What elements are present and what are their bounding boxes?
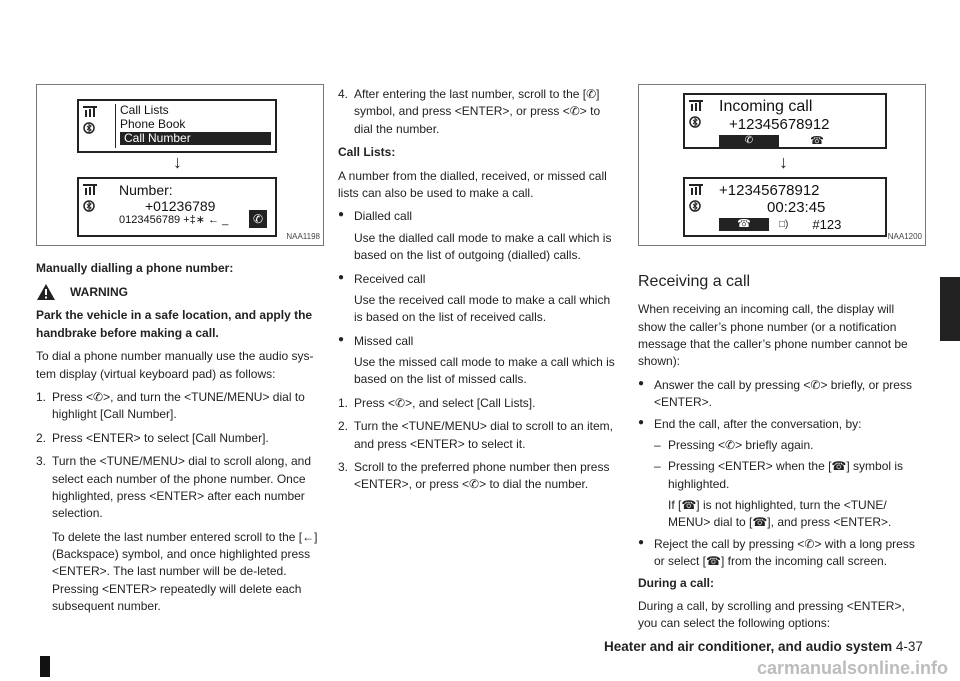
dtmf-value: #123 <box>812 216 842 232</box>
phone-status-icons <box>689 99 713 134</box>
end-call-icon: ☎ <box>719 218 769 231</box>
number-value: +01236789 <box>145 198 216 215</box>
dash-item-2 <box>638 458 924 493</box>
section-tab <box>940 277 960 341</box>
dash-mark: – <box>654 459 661 474</box>
signal-icon <box>689 184 703 195</box>
step-1 <box>36 389 322 424</box>
step-text: After entering the last number, scroll to the [✆] symbol, and press <ENTER>, or press <✆> to dial the number. <box>354 87 601 136</box>
number-entry-screen <box>77 177 277 237</box>
footer-section: Heater and air conditioner, and audio system <box>604 639 893 654</box>
step-4 <box>338 86 622 138</box>
warning-label: WARNING <box>70 284 128 299</box>
manual-dial-heading: Manually dialling a phone number: <box>36 261 234 275</box>
caller-number: +12345678912 <box>729 116 830 134</box>
figure-call-display <box>638 84 926 246</box>
left-text <box>36 260 322 622</box>
bullet-dialled: ● Dialled call <box>338 208 622 225</box>
step-3 <box>36 453 322 523</box>
step-text: Press <✆>, and turn the <TUNE/MENU> dial to highlight [Call Number]. <box>52 389 305 422</box>
incoming-call-screen <box>683 93 887 149</box>
menu-item-call-number: Call Number <box>120 132 271 146</box>
mute-icon: □) <box>779 218 789 230</box>
page-footer <box>604 637 923 657</box>
step-text: Scroll to the preferred phone number then press <ENTER>, or press <✆> to dial the number. <box>354 460 610 492</box>
step-number: 1. <box>36 389 47 404</box>
bullet-missed: ● Missed call <box>338 333 622 350</box>
bullet-received: ● Received call <box>338 271 622 288</box>
incoming-call-label: Incoming call <box>719 98 813 115</box>
active-call-content <box>715 182 881 232</box>
warning-block <box>36 283 322 301</box>
list-step-2 <box>338 418 622 453</box>
figure-dialing-display <box>36 84 324 246</box>
page-number: 4-37 <box>895 639 923 654</box>
step-text: Turn the <TUNE/MENU> dial to scroll along, and select each number of the phone number. Once highlighted, press <ENTER> after each number selection. <box>52 454 312 521</box>
dash-mark: – <box>654 437 661 452</box>
signal-icon <box>689 100 703 111</box>
step-text: Turn the <TUNE/MENU> dial to scroll to an item, and press <ENTER> to select it. <box>354 419 613 451</box>
active-call-number: +12345678912 <box>719 182 820 199</box>
dash-text: Pressing <ENTER> when the [☎] symbol is highlighted. <box>668 459 904 491</box>
incoming-call-content <box>715 98 881 147</box>
incoming-call-actions <box>719 135 881 147</box>
step-3-extra: To delete the last number entered scroll to the [←] (Backspace) symbol, and once highlighted press <ENTER>. The last number will be de-leted. Pressing <ENTER> repeatedly will delete each subsequent number. <box>52 529 318 614</box>
list-step-3 <box>338 459 622 494</box>
intro-text: To dial a phone number manually use the audio sys-tem display (virtual keyboard pad) as follows: <box>36 349 314 381</box>
step-text: Press <ENTER> to select [Call Number]. <box>52 430 269 445</box>
figure-id: NAA1200 <box>887 232 922 242</box>
call-lists-text: A number from the dialled, received, or missed call lists can also be used to make a call. <box>338 168 607 200</box>
bluetooth-icon <box>83 122 95 134</box>
signal-icon <box>83 184 97 195</box>
menu-item-phone-book: Phone Book <box>120 116 186 131</box>
signal-icon <box>83 106 97 117</box>
step-number: 3. <box>36 454 47 469</box>
receiving-intro: When receiving an incoming call, the display will show the caller’s phone number (or a notification message that the caller’s phone number cannot be shown): <box>638 302 908 369</box>
bluetooth-icon <box>83 200 95 212</box>
end-call-icon: ☎ <box>810 134 824 147</box>
bullet-end-call: ● End the call, after the conversation, by: <box>638 416 924 433</box>
phone-status-icons <box>689 183 713 218</box>
bullet-missed-text: Use the missed call mode to make a call which is based on the list of missed calls. <box>354 355 615 387</box>
bluetooth-icon <box>689 116 701 128</box>
number-entry <box>115 182 271 232</box>
active-call-actions <box>719 218 881 233</box>
corner-mark <box>40 656 50 677</box>
phone-status-icons <box>83 105 107 140</box>
step-number: 2. <box>338 419 349 434</box>
during-call-heading: During a call: <box>638 575 715 590</box>
arrow-down-icon: ↓ <box>779 152 788 172</box>
receiving-call-title: Receiving a call <box>638 273 751 290</box>
menu-list <box>115 104 271 148</box>
watermark: carmanualsonline.info <box>757 658 949 678</box>
dash-item-1 <box>638 437 924 454</box>
arrow-down-icon: ↓ <box>173 152 182 172</box>
dial-key-icon: ✆ <box>249 210 267 228</box>
phone-status-icons <box>83 183 107 218</box>
bullet-received-text: Use the received call mode to make a call which is based on the list of received calls. <box>354 292 611 325</box>
dash-text: Pressing <✆> briefly again. <box>668 437 814 452</box>
warning-text: Park the vehicle in a safe location, and apply the handbrake before making a call. <box>36 308 313 340</box>
bluetooth-icon <box>689 200 701 212</box>
figure-id: NAA1198 <box>286 232 320 242</box>
dash-item-2-extra: If [☎] is not highlighted, turn the <TUNE/ MENU> dial to [☎], and press <ENTER>. <box>668 498 892 530</box>
step-number: 2. <box>36 430 47 445</box>
during-call-text: During a call, by scrolling and pressing <ENTER>, you can select the following options: <box>638 599 905 631</box>
active-call-screen <box>683 177 887 237</box>
menu-screen <box>77 99 277 153</box>
warning-icon <box>36 283 56 301</box>
answer-call-icon: ✆ <box>719 135 779 147</box>
call-timer: 00:23:45 <box>767 199 826 217</box>
middle-text <box>338 86 622 500</box>
number-label: Number: <box>119 182 173 198</box>
right-text <box>638 270 924 639</box>
step-number: 3. <box>338 460 349 475</box>
bullet-reject: ● Reject the call by pressing <✆> with a long press or select [☎] from the incoming call screen. <box>638 536 924 571</box>
step-number: 1. <box>338 395 349 410</box>
menu-item-call-lists: Call Lists <box>120 103 169 117</box>
step-number: 4. <box>338 87 349 101</box>
step-text: Press <✆>, and select [Call Lists]. <box>354 395 536 410</box>
bullet-dialled-text: Use the dialled call mode to make a call which is based on the list of outgoing (dialled) calls. <box>354 230 612 263</box>
virtual-keypad: 0123456789 +‡∗ ← _ <box>119 214 229 227</box>
call-lists-heading: Call Lists: <box>338 145 396 160</box>
step-2 <box>36 430 322 447</box>
bullet-answer: ● Answer the call by pressing <✆> briefly, or press <ENTER>. <box>638 377 924 412</box>
list-step-1 <box>338 395 622 412</box>
